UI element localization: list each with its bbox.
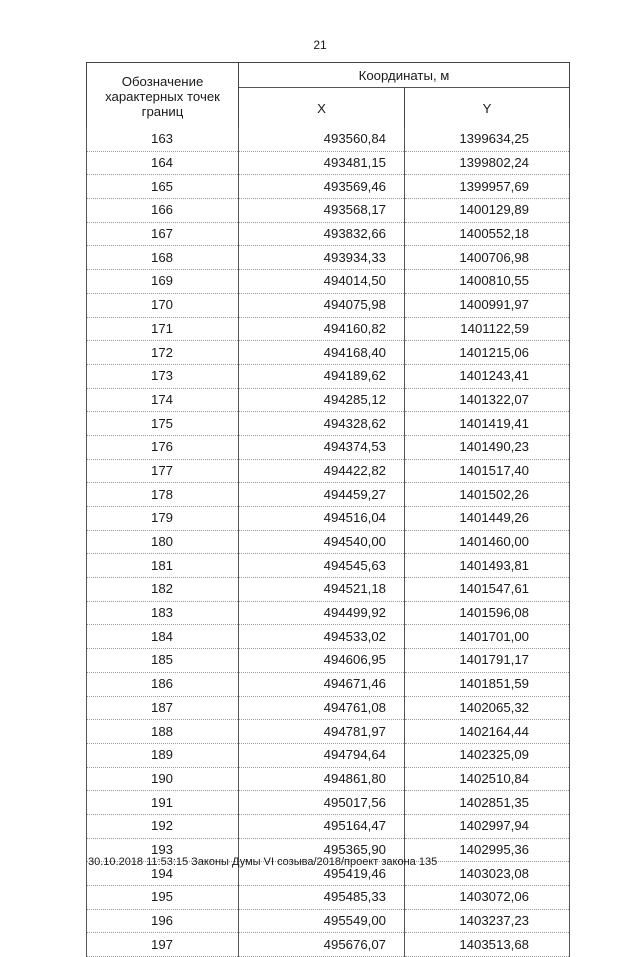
cell-x: 495365,90 bbox=[239, 838, 405, 862]
cell-point: 165 bbox=[87, 175, 239, 199]
cell-x: 494014,50 bbox=[239, 270, 405, 294]
cell-point: 184 bbox=[87, 625, 239, 649]
cell-y: 1403023,08 bbox=[405, 862, 570, 886]
table-row bbox=[87, 886, 570, 910]
cell-x: 495164,47 bbox=[239, 814, 405, 838]
cell-y: 1401460,00 bbox=[405, 530, 570, 554]
table-row bbox=[87, 222, 570, 246]
cell-y: 1401791,17 bbox=[405, 649, 570, 673]
cell-y: 1400706,98 bbox=[405, 246, 570, 270]
cell-y: 1402995,36 bbox=[405, 838, 570, 862]
cell-y: 1401322,07 bbox=[405, 388, 570, 412]
cell-point: 178 bbox=[87, 483, 239, 507]
cell-y: 1402325,09 bbox=[405, 743, 570, 767]
cell-y: 1401449,26 bbox=[405, 507, 570, 531]
cell-x: 494606,95 bbox=[239, 649, 405, 673]
cell-x: 493560,84 bbox=[239, 128, 405, 151]
cell-y: 1401851,59 bbox=[405, 672, 570, 696]
cell-x: 494794,64 bbox=[239, 743, 405, 767]
cell-point: 183 bbox=[87, 601, 239, 625]
cell-point: 180 bbox=[87, 530, 239, 554]
table-row bbox=[87, 412, 570, 436]
cell-point: 175 bbox=[87, 412, 239, 436]
cell-x: 493481,15 bbox=[239, 151, 405, 175]
cell-y: 1401215,06 bbox=[405, 341, 570, 365]
cell-x: 493832,66 bbox=[239, 222, 405, 246]
cell-y: 1401122,59 bbox=[405, 317, 570, 341]
cell-point: 179 bbox=[87, 507, 239, 531]
cell-point: 167 bbox=[87, 222, 239, 246]
cell-x: 493568,17 bbox=[239, 199, 405, 223]
table-row bbox=[87, 720, 570, 744]
table-body bbox=[87, 128, 570, 957]
cell-y: 1400810,55 bbox=[405, 270, 570, 294]
cell-x: 494075,98 bbox=[239, 293, 405, 317]
cell-x: 494499,92 bbox=[239, 601, 405, 625]
cell-y: 1401493,81 bbox=[405, 554, 570, 578]
cell-x: 494861,80 bbox=[239, 767, 405, 791]
cell-x: 493569,46 bbox=[239, 175, 405, 199]
cell-y: 1401596,08 bbox=[405, 601, 570, 625]
cell-x: 493934,33 bbox=[239, 246, 405, 270]
cell-y: 1399957,69 bbox=[405, 175, 570, 199]
cell-point: 166 bbox=[87, 199, 239, 223]
cell-point: 190 bbox=[87, 767, 239, 791]
cell-point: 173 bbox=[87, 364, 239, 388]
table-row bbox=[87, 933, 570, 957]
cell-x: 494160,82 bbox=[239, 317, 405, 341]
coordinates-table bbox=[86, 62, 570, 957]
cell-x: 495419,46 bbox=[239, 862, 405, 886]
cell-point: 189 bbox=[87, 743, 239, 767]
cell-x: 494761,08 bbox=[239, 696, 405, 720]
cell-x: 494781,97 bbox=[239, 720, 405, 744]
document-footer: 30.10.2018 11:53:15 Законы Думы VI созыва/2018/проект закона 135 bbox=[88, 856, 438, 868]
cell-y: 1401243,41 bbox=[405, 364, 570, 388]
cell-point: 193 bbox=[87, 838, 239, 862]
table-row bbox=[87, 743, 570, 767]
cell-x: 494516,04 bbox=[239, 507, 405, 531]
cell-x: 495485,33 bbox=[239, 886, 405, 910]
cell-y: 1401701,00 bbox=[405, 625, 570, 649]
cell-x: 494189,62 bbox=[239, 364, 405, 388]
cell-y: 1400129,89 bbox=[405, 199, 570, 223]
cell-point: 181 bbox=[87, 554, 239, 578]
cell-point: 186 bbox=[87, 672, 239, 696]
table-row bbox=[87, 317, 570, 341]
cell-y: 1401502,26 bbox=[405, 483, 570, 507]
cell-y: 1399802,24 bbox=[405, 151, 570, 175]
cell-x: 494540,00 bbox=[239, 530, 405, 554]
cell-x: 495549,00 bbox=[239, 909, 405, 933]
cell-x: 494545,63 bbox=[239, 554, 405, 578]
cell-point: 194 bbox=[87, 862, 239, 886]
cell-x: 494285,12 bbox=[239, 388, 405, 412]
cell-x: 495676,07 bbox=[239, 933, 405, 957]
cell-point: 188 bbox=[87, 720, 239, 744]
cell-y: 1403513,68 bbox=[405, 933, 570, 957]
table-row bbox=[87, 459, 570, 483]
cell-point: 164 bbox=[87, 151, 239, 175]
cell-point: 172 bbox=[87, 341, 239, 365]
cell-point: 168 bbox=[87, 246, 239, 270]
cell-y: 1400991,97 bbox=[405, 293, 570, 317]
table-row bbox=[87, 578, 570, 602]
cell-point: 192 bbox=[87, 814, 239, 838]
cell-point: 177 bbox=[87, 459, 239, 483]
header-y: Y bbox=[405, 88, 570, 128]
cell-x: 494521,18 bbox=[239, 578, 405, 602]
table-row bbox=[87, 175, 570, 199]
table-row bbox=[87, 364, 570, 388]
cell-y: 1402997,94 bbox=[405, 814, 570, 838]
table-row bbox=[87, 483, 570, 507]
table-row bbox=[87, 554, 570, 578]
table-row bbox=[87, 530, 570, 554]
cell-y: 1402164,44 bbox=[405, 720, 570, 744]
cell-point: 185 bbox=[87, 649, 239, 673]
table-row bbox=[87, 293, 570, 317]
cell-y: 1400552,18 bbox=[405, 222, 570, 246]
cell-point: 197 bbox=[87, 933, 239, 957]
cell-point: 191 bbox=[87, 791, 239, 815]
cell-point: 174 bbox=[87, 388, 239, 412]
cell-x: 495017,56 bbox=[239, 791, 405, 815]
cell-y: 1402510,84 bbox=[405, 767, 570, 791]
cell-x: 494168,40 bbox=[239, 341, 405, 365]
table-row bbox=[87, 909, 570, 933]
table-row bbox=[87, 246, 570, 270]
table-row bbox=[87, 270, 570, 294]
cell-point: 176 bbox=[87, 435, 239, 459]
page-number: 21 bbox=[313, 38, 327, 52]
cell-point: 187 bbox=[87, 696, 239, 720]
cell-x: 494328,62 bbox=[239, 412, 405, 436]
table-row bbox=[87, 435, 570, 459]
cell-x: 494533,02 bbox=[239, 625, 405, 649]
header-x: X bbox=[239, 88, 405, 128]
cell-point: 171 bbox=[87, 317, 239, 341]
cell-y: 1399634,25 bbox=[405, 128, 570, 151]
cell-point: 169 bbox=[87, 270, 239, 294]
table-row bbox=[87, 601, 570, 625]
cell-x: 494422,82 bbox=[239, 459, 405, 483]
cell-y: 1402065,32 bbox=[405, 696, 570, 720]
table-row bbox=[87, 341, 570, 365]
cell-point: 195 bbox=[87, 886, 239, 910]
table-row bbox=[87, 128, 570, 151]
table-row bbox=[87, 791, 570, 815]
cell-point: 170 bbox=[87, 293, 239, 317]
table-row bbox=[87, 672, 570, 696]
header-coordinates: Координаты, м bbox=[239, 63, 570, 88]
cell-x: 494671,46 bbox=[239, 672, 405, 696]
table-row bbox=[87, 696, 570, 720]
cell-x: 494374,53 bbox=[239, 435, 405, 459]
coordinates-table-container bbox=[86, 62, 569, 957]
table-row bbox=[87, 388, 570, 412]
cell-y: 1401419,41 bbox=[405, 412, 570, 436]
table-row bbox=[87, 507, 570, 531]
cell-y: 1401547,61 bbox=[405, 578, 570, 602]
table-row bbox=[87, 625, 570, 649]
table-row bbox=[87, 767, 570, 791]
table-row bbox=[87, 814, 570, 838]
cell-point: 163 bbox=[87, 128, 239, 151]
cell-point: 182 bbox=[87, 578, 239, 602]
cell-y: 1401490,23 bbox=[405, 435, 570, 459]
table-row bbox=[87, 649, 570, 673]
cell-point: 196 bbox=[87, 909, 239, 933]
cell-x: 494459,27 bbox=[239, 483, 405, 507]
header-point-designation: Обозначение характерных точек границ bbox=[87, 63, 239, 129]
cell-y: 1401517,40 bbox=[405, 459, 570, 483]
table-row bbox=[87, 151, 570, 175]
cell-y: 1402851,35 bbox=[405, 791, 570, 815]
cell-y: 1403072,06 bbox=[405, 886, 570, 910]
cell-y: 1403237,23 bbox=[405, 909, 570, 933]
table-row bbox=[87, 199, 570, 223]
